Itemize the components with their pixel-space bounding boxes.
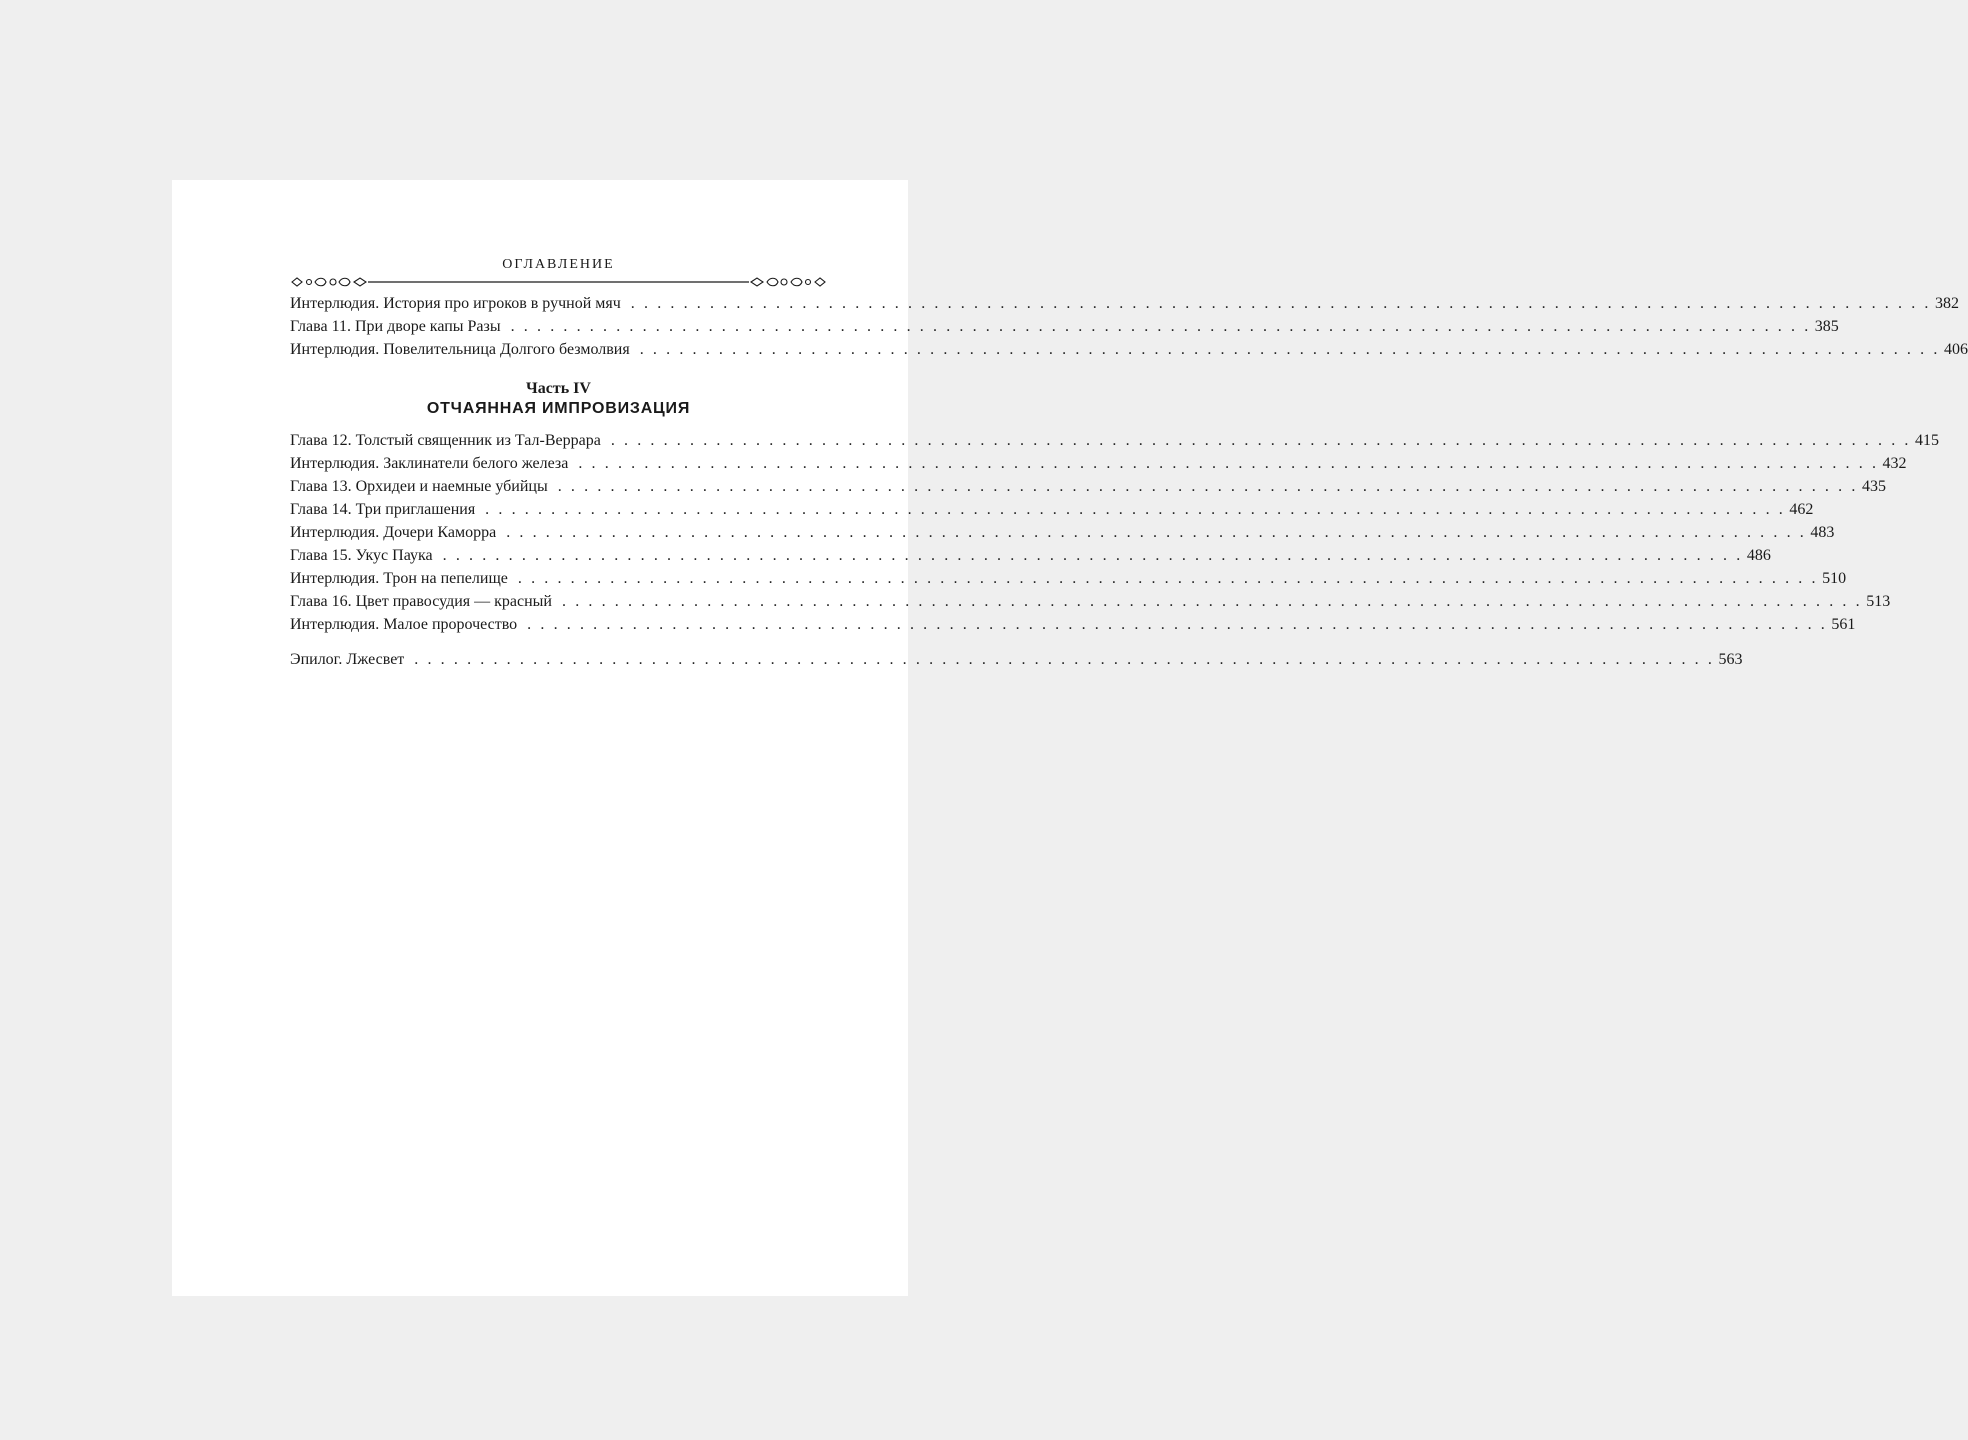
part-heading [290, 379, 827, 419]
toc-leader: . . . . . . . . . . . . . . . . . . . . . . . . . . . . . . . . . . . . . . . . . . . . . . . . . . . . . . . . . . . . . . . . . . . . . . . . . . . . . . . . . . . . . . . . . . . . . . . . . . . [510, 318, 1811, 335]
running-head: ОГЛАВЛЕНИЕ [502, 257, 615, 272]
toc-entry[interactable] [290, 429, 1940, 452]
toc-entry-page: 435 [1861, 478, 1886, 495]
toc-leader: . . . . . . . . . . . . . . . . . . . . . . . . . . . . . . . . . . . . . . . . . . . . . . . . . . . . . . . . . . . . . . . . . . . . . . . . . . . . . . . . . . . . . . . . . . . . . . . . . . . [639, 341, 1940, 358]
toc-entry-page: 415 [1915, 432, 1940, 449]
ornamental-rule [290, 275, 827, 289]
toc-entry-page: 510 [1822, 570, 1847, 587]
toc-leader: . . . . . . . . . . . . . . . . . . . . . . . . . . . . . . . . . . . . . . . . . . . . . . . . . . . . . . . . . . . . . . . . . . . . . . . . . . . . . . . . . . . . . . . . . . . . . . . . . . . [485, 501, 1786, 518]
toc-entry-page: 385 [1814, 318, 1839, 335]
toc-leader: . . . . . . . . . . . . . . . . . . . . . . . . . . . . . . . . . . . . . . . . . . . . . . . . . . . . . . . . . . . . . . . . . . . . . . . . . . . . . . . . . . . . . . . . . . . . . . . . . . . [442, 547, 1743, 564]
toc-entry-title: Интерлюдия. Дочери Каморра [290, 524, 497, 541]
toc-entry-title: Интерлюдия. Повелительница Долгого безмолвия [290, 341, 630, 358]
toc-entry-title: Интерлюдия. Заклинатели белого железа [290, 455, 569, 472]
toc-entry-title: Интерлюдия. Трон на пепелище [290, 570, 508, 587]
toc-entry[interactable] [290, 475, 1886, 498]
toc-entry-title: Глава 11. При дворе капы Разы [290, 318, 501, 335]
toc-entry[interactable] [290, 613, 1856, 636]
toc-leader: . . . . . . . . . . . . . . . . . . . . . . . . . . . . . . . . . . . . . . . . . . . . . . . . . . . . . . . . . . . . . . . . . . . . . . . . . . . . . . . . . . . . . . . . . . . . . . . . . . . [610, 432, 1912, 449]
toc-leader: . . . . . . . . . . . . . . . . . . . . . . . . . . . . . . . . . . . . . . . . . . . . . . . . . . . . . . . . . . . . . . . . . . . . . . . . . . . . . . . . . . . . . . . . . . . . . . . . . . . [517, 570, 1819, 587]
book-page [172, 180, 1968, 1296]
toc-entry[interactable] [290, 338, 1968, 361]
toc-leader: . . . . . . . . . . . . . . . . . . . . . . . . . . . . . . . . . . . . . . . . . . . . . . . . . . . . . . . . . . . . . . . . . . . . . . . . . . . . . . . . . . . . . . . . . . . . . . . . . . . [414, 651, 1715, 668]
toc-entry[interactable] [290, 292, 1959, 315]
toc-entry-title: Глава 15. Укус Паука [290, 547, 433, 564]
toc-entry[interactable] [290, 590, 1891, 613]
toc-entry-page: 432 [1882, 455, 1907, 472]
toc-leader: . . . . . . . . . . . . . . . . . . . . . . . . . . . . . . . . . . . . . . . . . . . . . . . . . . . . . . . . . . . . . . . . . . . . . . . . . . . . . . . . . . . . . . . . . . . . . . . . . . . [630, 295, 1931, 312]
toc-entry-title: Интерлюдия. Малое пророчество [290, 616, 518, 633]
toc-entry[interactable] [290, 648, 1743, 671]
toc-entry[interactable] [290, 567, 1847, 590]
toc-entry-page: 513 [1866, 593, 1891, 610]
toc-leader: . . . . . . . . . . . . . . . . . . . . . . . . . . . . . . . . . . . . . . . . . . . . . . . . . . . . . . . . . . . . . . . . . . . . . . . . . . . . . . . . . . . . . . . . . . . . . . . . . . . [527, 616, 1828, 633]
part-title: ОТЧАЯННАЯ ИМПРОВИЗАЦИЯ [426, 400, 691, 417]
toc-entry[interactable] [290, 544, 1771, 567]
toc-leader: . . . . . . . . . . . . . . . . . . . . . . . . . . . . . . . . . . . . . . . . . . . . . . . . . . . . . . . . . . . . . . . . . . . . . . . . . . . . . . . . . . . . . . . . . . . . . . . . . . . [578, 455, 1879, 472]
toc-entry-page: 462 [1789, 501, 1814, 518]
toc-leader: . . . . . . . . . . . . . . . . . . . . . . . . . . . . . . . . . . . . . . . . . . . . . . . . . . . . . . . . . . . . . . . . . . . . . . . . . . . . . . . . . . . . . . . . . . . . . . . . . . . [506, 524, 1807, 541]
toc-entry-page: 561 [1831, 616, 1856, 633]
toc-leader: . . . . . . . . . . . . . . . . . . . . . . . . . . . . . . . . . . . . . . . . . . . . . . . . . . . . . . . . . . . . . . . . . . . . . . . . . . . . . . . . . . . . . . . . . . . . . . . . . . . [557, 478, 1858, 495]
part-number: Часть IV [526, 380, 591, 397]
toc-entry[interactable] [290, 315, 1839, 338]
toc-entry[interactable] [290, 498, 1814, 521]
toc-entry-page: 563 [1718, 651, 1743, 668]
toc-content [290, 256, 1968, 671]
toc-list-part [290, 429, 1940, 636]
toc-entry-title: Интерлюдия. История про игроков в ручной мяч [290, 295, 621, 312]
toc-entry-title: Глава 13. Орхидеи и наемные убийцы [290, 478, 548, 495]
toc-entry-title: Глава 12. Толстый священник из Тал-Веррара [290, 432, 601, 449]
toc-entry-page: 486 [1746, 547, 1771, 564]
toc-list-top [290, 292, 1968, 361]
toc-list-end [290, 648, 1743, 671]
toc-entry[interactable] [290, 521, 1835, 544]
toc-leader: . . . . . . . . . . . . . . . . . . . . . . . . . . . . . . . . . . . . . . . . . . . . . . . . . . . . . . . . . . . . . . . . . . . . . . . . . . . . . . . . . . . . . . . . . . . . . . . . . . . [562, 593, 1863, 610]
toc-entry-title: Глава 14. Три приглашения [290, 501, 476, 518]
toc-entry-title: Эпилог. Лжесвет [290, 651, 405, 668]
toc-entry-title: Глава 16. Цвет правосудия — красный [290, 593, 552, 610]
toc-entry-page: 382 [1935, 295, 1959, 312]
toc-entry-page: 406 [1943, 341, 1968, 358]
toc-entry[interactable] [290, 452, 1907, 475]
toc-entry-page: 483 [1810, 524, 1835, 541]
